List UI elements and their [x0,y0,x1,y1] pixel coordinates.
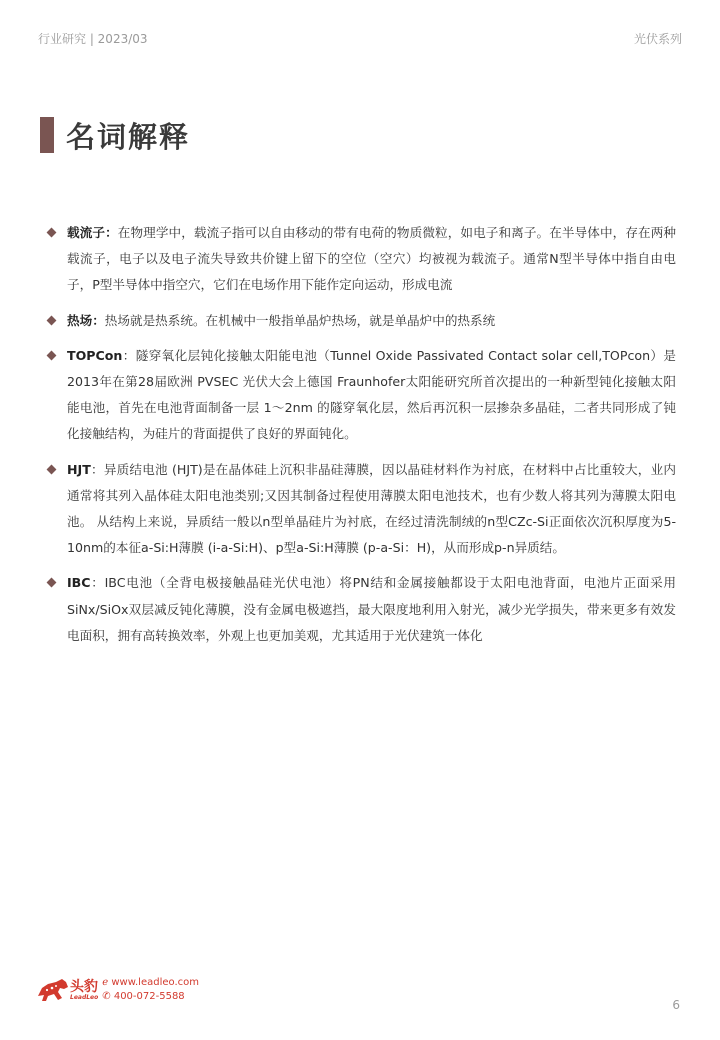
glossary-entry-hjt [48,457,676,562]
phone-icon: ✆ [102,991,114,1002]
glossary-list [48,220,676,658]
page-number: 6 [672,998,680,1012]
glossary-entry-carrier [48,220,676,299]
diamond-bullet-icon [47,464,57,474]
header-report-type-date: 行业研究 | 2023/03 [38,32,148,46]
glossary-term: 热场： [67,312,105,328]
diamond-bullet-icon [47,315,57,325]
header-series-name: 光伏系列 [633,32,682,46]
glossary-term: IBC [67,575,91,591]
footer-brand [36,976,199,1004]
page-title: 名词解释 [66,119,191,154]
globe-icon: ℯ [102,977,112,988]
glossary-entry-thermal-field [48,308,676,334]
title-accent-bar [40,117,54,153]
glossary-term: TOPCon [67,347,123,363]
footer-phone: 400-072-5588 [113,991,185,1002]
glossary-definition: ：IBC电池（全背电极接触晶硅光伏电池）将PN结和金属接触都设于太阳电池背面，电池片正面采用SiNx/SiOx双层减反钝化薄膜，没有金属电极遮挡，最大限度地利用入射光，减少光学损失，带来更多有效发电面积，拥有高转换效率，外观上也更加美观，尤其适用于光伏建筑一体化 [67,575,676,643]
logo-english-name: LeadLeo [70,993,99,1001]
diamond-bullet-icon [47,578,57,588]
logo-wordmark [70,980,98,1001]
diamond-bullet-icon [47,228,57,238]
footer-contact [102,976,199,1004]
leopard-logo-icon [36,976,70,1004]
glossary-definition: ：异质结电池 (HJT)是在晶体硅上沉积非晶硅薄膜，因以晶硅材料作为衬底，在材料中占比重较大，业内通常将其列入晶体硅太阳电池类别;又因其制备过程使用薄膜太阳电池技术，也有少数人将其列为薄膜太阳电池。 从结构上来说，异质结一般以n型单晶硅片为衬底，在经过清洗制绒的n型CZc-Si正面依次沉积厚度为5-10nm的本征a-Si:H薄膜 (i-a-Si:H)、p型a-Si:H薄膜 (p-a-Si：H)，从而形成p-n异质结。 [67,461,676,556]
glossary-definition: ：隧穿氧化层钝化接触太阳能电池（Tunnel Oxide Passivated Contact solar cell,TOPcon）是2013年在第28届欧洲 PVSEC 光伏大会上德国 Fraunhofer太阳能研究所首次提出的一种新型钝化接触太阳能电池，首先在电池背面制备一层 1～2nm 的隧穿氧化层，然后再沉积一层掺杂多晶硅，二者共同形成了钝化接触结构，为硅片的背面提供了良好的界面钝化。 [67,347,676,442]
glossary-entry-topcon [48,343,676,448]
glossary-term: 载流子： [67,225,118,240]
title-section [40,116,190,154]
glossary-definition: 在物理学中，载流子指可以自由移动的带有电荷的物质微粒，如电子和离子。在半导体中，存在两种载流子，电子以及电子流失导致共价键上留下的空位（空穴）均被视为载流子。通常N型半导体中指自由电子，P型半导体中指空穴，它们在电场作用下能作定向运动，形成电流 [67,225,677,293]
footer-website[interactable]: www.leadleo.com [111,977,199,988]
glossary-entry-ibc [48,570,676,649]
logo-chinese-name: 头豹 [70,978,98,995]
diamond-bullet-icon [47,350,57,360]
glossary-term: HJT [67,461,91,477]
glossary-definition: 热场就是热系统。在机械中一般指单晶炉热场，就是单晶炉中的热系统 [104,312,496,328]
